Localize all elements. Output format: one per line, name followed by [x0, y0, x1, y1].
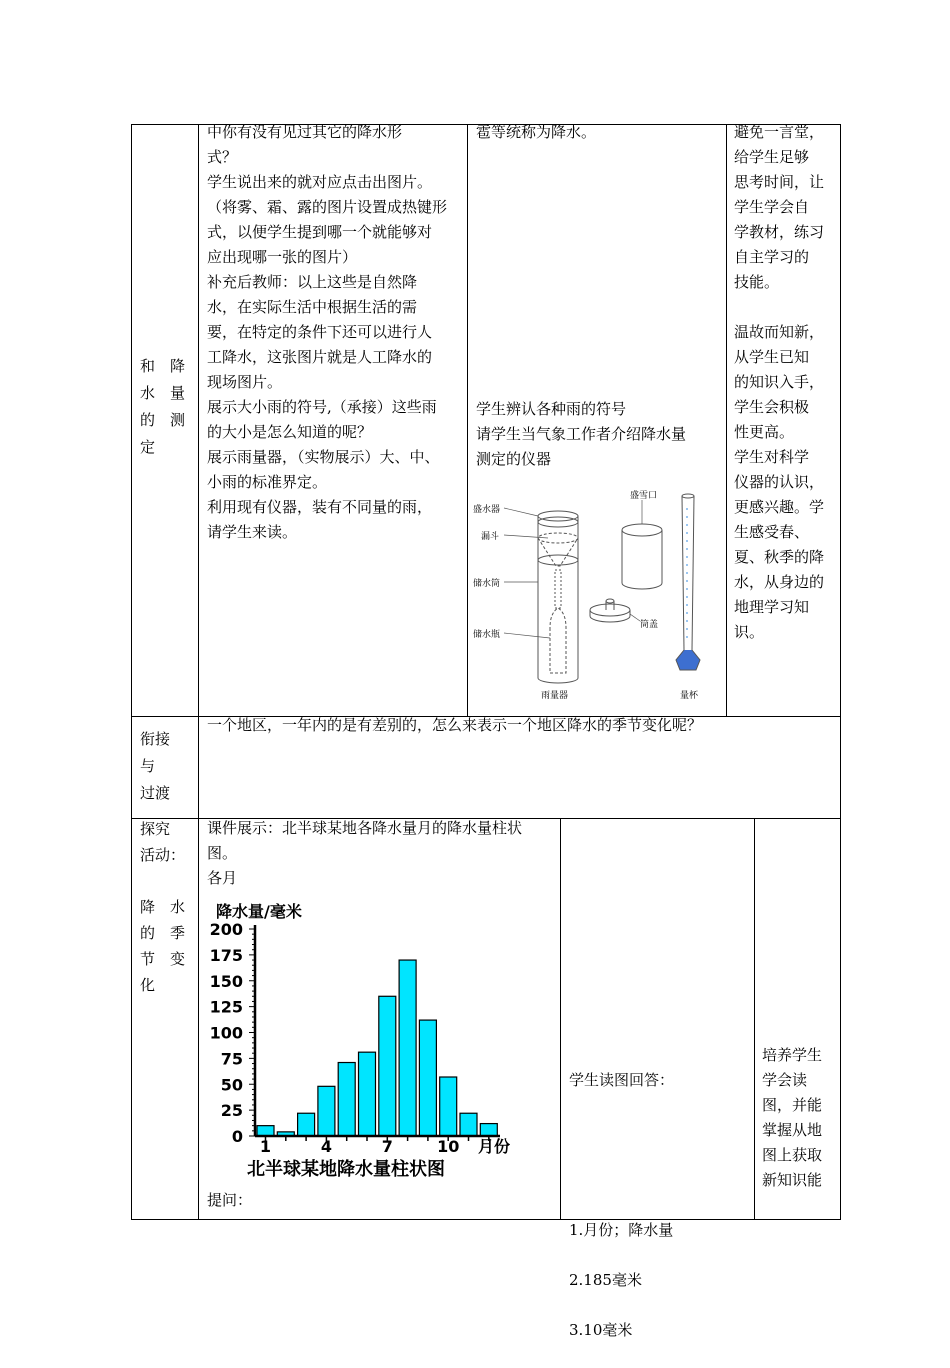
- snow-catcher: [622, 524, 662, 589]
- section2-label: 衔接 与 过渡: [140, 730, 171, 802]
- y-tick-label: 175: [209, 945, 243, 965]
- bar-month-1: [257, 1126, 274, 1136]
- chart-title: 北半球某地降水量柱状图: [247, 1159, 445, 1180]
- y-tick-label: 150: [209, 971, 243, 991]
- section3-teacher-intro: 课件展示：北半球某地各降水量月的降水量柱状 图。 各月: [207, 819, 523, 887]
- y-tick-label: 200: [209, 920, 243, 939]
- chart-ylabel: 降水量/毫米: [216, 902, 302, 921]
- section1-teacher-text: 中你有没有见过其它的降水形 式？ 学生说出来的就对应点击出图片。 （将雾、霜、露的图片设置成热键形 式，以便学生提到哪一个就能够对 应出现哪一张的图片） 补充后教师：以上这些是自然降 水，在实际生活中根据生活的需 要，在特定的条件下还可以进行人 工降水，这张图片就是人工降水的 现场图片。 展示大小雨的符号,（承接）这些雨 的大小是怎么知道的呢？ 展示雨量器，（实物展示）大、中、 小雨的标准界定。 利用现有仪器，装有不同量的雨， 请学生来读。: [207, 123, 448, 541]
- bar-month-6: [359, 1052, 376, 1136]
- section3-intent-text: 培养学生 学会读 图，并能 掌握从地 图上获取 新知识能: [762, 1046, 823, 1189]
- y-tick-label: 50: [220, 1075, 243, 1095]
- label-shengxuekou: 盛雪口: [630, 491, 658, 501]
- label-tonggai: 筒盖: [640, 620, 659, 630]
- label-liangbei: 量杯: [680, 691, 699, 701]
- section1-student-top: 雹等统称为降水。: [476, 123, 597, 141]
- y-tick-label: 25: [220, 1101, 243, 1121]
- label-yuliangqi: 雨量器: [541, 691, 569, 701]
- bar-month-12: [480, 1124, 497, 1136]
- section3-student-text: 学生读图回答： 1.月份；降水量 2.185毫米 3.10毫米: [569, 1071, 675, 1339]
- bar-month-5: [338, 1063, 355, 1136]
- gauge-cylinder: [538, 511, 578, 683]
- x-tick-label: 4: [320, 1137, 332, 1156]
- chart-xlabel: 月份: [478, 1137, 511, 1156]
- section1-student-mid: 学生辨认各种雨的符号 请学生当气象工作者介绍降水量 测定的仪器: [476, 400, 687, 468]
- bar-month-4: [318, 1086, 335, 1136]
- section3-teacher-after: 提问：: [207, 1191, 253, 1209]
- label-chushuiping: 储水瓶: [473, 630, 501, 640]
- rain-gauge-diagram: [470, 478, 725, 708]
- y-tick-label: 125: [209, 997, 243, 1017]
- bar-month-3: [298, 1113, 315, 1136]
- y-tick-label: 0: [231, 1127, 243, 1146]
- bar-month-9: [419, 1020, 436, 1136]
- measuring-cup: [676, 494, 700, 670]
- bar-month-8: [399, 960, 416, 1136]
- section1-intent-text: 避免一言堂， 给学生足够 思考时间，让 学生学会自 学教材，练习 自主学习的 技能。 温故而知新， 从学生已知 的知识入手， 学生会积极 性更高。 学生对科学 仪器的认识， 更感兴趣。学 生感受春、 夏、秋季的降 水，从身边的 地理学习知 识。: [734, 123, 825, 641]
- label-shengshuiqi: 盛水器: [473, 505, 501, 515]
- bar-month-7: [379, 996, 396, 1136]
- y-tick-label: 100: [209, 1023, 243, 1043]
- gauge-lid: [590, 599, 630, 622]
- bar-month-10: [440, 1077, 457, 1136]
- section2-text: 一个地区，一年内的是有差别的，怎么来表示一个地区降水的季节变化呢？: [207, 716, 703, 734]
- x-tick-label: 10: [437, 1137, 460, 1156]
- bar-month-11: [460, 1113, 477, 1136]
- section1-label: 和 降 水 量 的 测 定: [140, 357, 186, 456]
- section3-label: 探究 活动： 降 水 的 季 节 变 化: [140, 820, 186, 994]
- precipitation-bar-chart: [200, 893, 540, 1188]
- label-chushuitong: 储水筒: [473, 579, 501, 589]
- x-tick-label: 7: [381, 1137, 393, 1156]
- y-tick-label: 75: [220, 1049, 243, 1069]
- x-tick-label: 1: [259, 1137, 272, 1156]
- label-loudou: 漏斗: [481, 532, 500, 542]
